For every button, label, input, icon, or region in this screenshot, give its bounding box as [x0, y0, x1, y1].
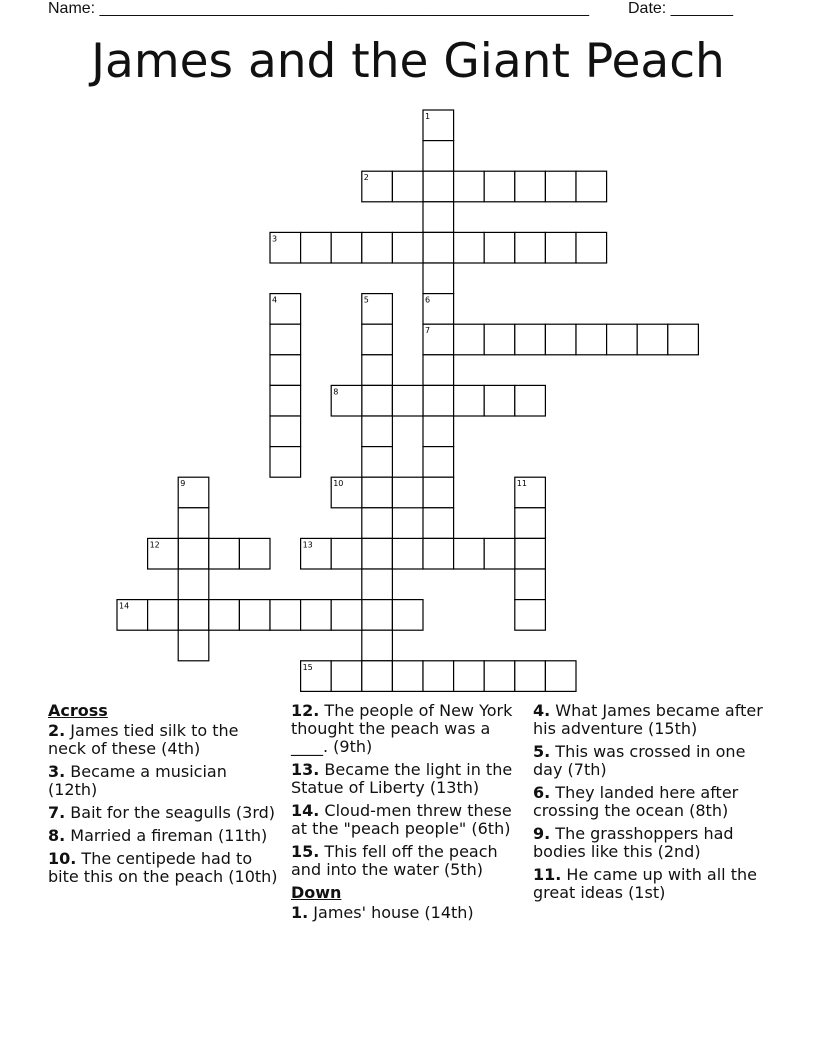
clue-across-13: [291, 761, 526, 797]
grid-cell[interactable]: [178, 630, 209, 661]
grid-cell[interactable]: [392, 477, 423, 508]
clue-text: This fell off the peach and into the water (5th): [291, 842, 498, 879]
grid-cell[interactable]: [515, 661, 546, 692]
grid-cell[interactable]: [362, 477, 393, 508]
grid-cell[interactable]: [331, 600, 362, 631]
clue-number: 15.: [291, 842, 320, 861]
grid-cell[interactable]: [545, 171, 576, 202]
grid-cell[interactable]: [209, 600, 240, 631]
clue-number: 13.: [291, 760, 320, 779]
clue-text: The centipede had to bite this on the peach (10th): [48, 849, 278, 886]
grid-cell[interactable]: [270, 324, 301, 355]
clue-text: James' house (14th): [308, 903, 474, 922]
clue-text: This was crossed in one day (7th): [533, 742, 746, 779]
clue-number: 9.: [533, 824, 551, 843]
clue-down-6: [533, 784, 773, 820]
grid-cell[interactable]: [270, 416, 301, 447]
clue-number: 1.: [291, 903, 309, 922]
cell-number: 9: [180, 479, 186, 489]
grid-cell[interactable]: [607, 324, 638, 355]
grid-cell[interactable]: [423, 385, 454, 416]
grid-cell[interactable]: [484, 232, 515, 263]
grid-cell[interactable]: [515, 385, 546, 416]
grid-cell[interactable]: [484, 385, 515, 416]
grid-cell[interactable]: [362, 600, 393, 631]
grid-cell[interactable]: [178, 508, 209, 539]
grid-cell[interactable]: [178, 538, 209, 569]
grid-cell[interactable]: [362, 416, 393, 447]
clue-text: Became the light in the Statue of Liberty (13th): [291, 760, 513, 797]
clue-number: 7.: [48, 803, 66, 822]
grid-cell[interactable]: [178, 569, 209, 600]
clue-number: 5.: [533, 742, 551, 761]
clue-across-3: [48, 763, 278, 799]
grid-cell[interactable]: [270, 385, 301, 416]
grid-cell[interactable]: [484, 538, 515, 569]
grid-cell[interactable]: [423, 232, 454, 263]
grid-cell[interactable]: [515, 569, 546, 600]
grid-cell[interactable]: [362, 538, 393, 569]
clue-number: 14.: [291, 801, 320, 820]
grid-cell[interactable]: [148, 600, 179, 631]
clue-down-5: [533, 743, 773, 779]
grid-cell[interactable]: [239, 538, 270, 569]
grid-cell[interactable]: [423, 538, 454, 569]
grid-cell[interactable]: [668, 324, 699, 355]
grid-cell[interactable]: [423, 447, 454, 478]
grid-cell[interactable]: [392, 171, 423, 202]
cell-number: 13: [302, 540, 313, 550]
grid-cell[interactable]: [545, 661, 576, 692]
cell-number: 12: [149, 540, 160, 550]
clue-across-15: [291, 843, 526, 879]
clue-down-1: [291, 904, 526, 922]
clue-number: 4.: [533, 701, 551, 720]
clue-text: He came up with all the great ideas (1st): [533, 865, 757, 902]
clue-down-4: [533, 702, 773, 738]
grid-cell[interactable]: [392, 385, 423, 416]
cell-number: 14: [119, 601, 130, 611]
grid-cell[interactable]: [362, 508, 393, 539]
clues-column-2: [291, 702, 526, 927]
cell-number: 6: [425, 295, 431, 305]
clue-across-12: [291, 702, 526, 756]
grid-cell[interactable]: [239, 600, 270, 631]
grid-cell[interactable]: [454, 538, 485, 569]
cell-number: 11: [516, 479, 527, 489]
grid-cell[interactable]: [515, 232, 546, 263]
grid-cell[interactable]: [301, 232, 332, 263]
grid-cell[interactable]: [454, 385, 485, 416]
cell-number: 7: [425, 326, 431, 336]
clue-text: Cloud-men threw these at the "peach people" (6th): [291, 801, 512, 838]
cell-number: 15: [302, 662, 313, 672]
clue-text: The people of New York thought the peach was a ____. (9th): [291, 701, 513, 756]
grid-cell[interactable]: [454, 661, 485, 692]
grid-cell[interactable]: [423, 416, 454, 447]
cell-number: 8: [333, 387, 339, 397]
grid-cell[interactable]: [423, 477, 454, 508]
grid-cell[interactable]: [423, 263, 454, 294]
grid-cell[interactable]: [270, 447, 301, 478]
grid-cell[interactable]: [515, 538, 546, 569]
grid-cell[interactable]: [331, 661, 362, 692]
cell-number: 4: [272, 295, 278, 305]
grid-cell[interactable]: [301, 600, 332, 631]
clues-column-1: [48, 702, 278, 891]
grid-cell[interactable]: [576, 324, 607, 355]
cell-number: 10: [333, 479, 344, 489]
clue-across-10: [48, 850, 278, 886]
grid-cell[interactable]: [362, 569, 393, 600]
clue-text: Became a musician (12th): [48, 762, 227, 799]
grid-cell[interactable]: [576, 232, 607, 263]
clue-across-14: [291, 802, 526, 838]
grid-cell[interactable]: [454, 171, 485, 202]
grid-cell[interactable]: [545, 232, 576, 263]
cell-number: 2: [363, 173, 369, 183]
grid-cell[interactable]: [362, 447, 393, 478]
grid-cell[interactable]: [637, 324, 668, 355]
clue-across-7: [48, 804, 278, 822]
grid-cell[interactable]: [423, 141, 454, 172]
grid-cell[interactable]: [515, 324, 546, 355]
grid-cell[interactable]: [423, 508, 454, 539]
grid-cell[interactable]: [576, 171, 607, 202]
clue-number: 12.: [291, 701, 320, 720]
clue-text: What James became after his adventure (15th): [533, 701, 763, 738]
grid-cell[interactable]: [362, 661, 393, 692]
clue-across-2: [48, 722, 278, 758]
grid-cell[interactable]: [454, 232, 485, 263]
grid-cell[interactable]: [484, 661, 515, 692]
clue-number: 6.: [533, 783, 551, 802]
clue-number: 8.: [48, 826, 66, 845]
grid-cell[interactable]: [484, 324, 515, 355]
grid-cell[interactable]: [392, 232, 423, 263]
clues-column-3: [533, 702, 773, 907]
clue-down-11: [533, 866, 773, 902]
cell-number: 5: [363, 295, 369, 305]
down-heading: Down: [291, 883, 342, 902]
grid-cell[interactable]: [362, 630, 393, 661]
grid-cell[interactable]: [362, 232, 393, 263]
grid-cell[interactable]: [515, 600, 546, 631]
clue-number: 10.: [48, 849, 77, 868]
grid-cell[interactable]: [515, 171, 546, 202]
grid-cell[interactable]: [454, 324, 485, 355]
grid-cell[interactable]: [178, 600, 209, 631]
date-line: Date: _______: [628, 0, 733, 17]
across-heading: Across: [48, 701, 108, 720]
cell-number: 3: [272, 234, 278, 244]
grid-cell[interactable]: [362, 385, 393, 416]
clue-text: Married a fireman (11th): [65, 826, 268, 845]
grid-cell[interactable]: [392, 538, 423, 569]
cell-number: 1: [425, 112, 431, 121]
clue-text: They landed here after crossing the ocean (8th): [533, 783, 739, 820]
grid-cell[interactable]: [515, 508, 546, 539]
clue-number: 11.: [533, 865, 562, 884]
grid-cell[interactable]: [209, 538, 240, 569]
grid-cell[interactable]: [362, 355, 393, 386]
grid-cell[interactable]: [545, 324, 576, 355]
clue-across-8: [48, 827, 278, 845]
grid-cell[interactable]: [423, 202, 454, 233]
clue-text: The grasshoppers had bodies like this (2nd): [533, 824, 734, 861]
grid-cell[interactable]: [392, 661, 423, 692]
grid-cell[interactable]: [362, 324, 393, 355]
grid-cell[interactable]: [423, 171, 454, 202]
grid-cell[interactable]: [423, 355, 454, 386]
grid-cell[interactable]: [392, 600, 423, 631]
clue-number: 3.: [48, 762, 66, 781]
clue-text: James tied silk to the neck of these (4th): [48, 721, 239, 758]
clue-number: 2.: [48, 721, 66, 740]
clue-down-9: [533, 825, 773, 861]
grid-cell[interactable]: [270, 355, 301, 386]
clue-text: Bait for the seagulls (3rd): [65, 803, 276, 822]
grid-cell[interactable]: [331, 538, 362, 569]
grid-cell[interactable]: [331, 232, 362, 263]
page-title: James and the Giant Peach: [91, 34, 725, 89]
name-line: Name: _______________________________________________________: [48, 0, 589, 17]
grid-cell[interactable]: [484, 171, 515, 202]
grid-cell[interactable]: [423, 661, 454, 692]
grid-cell[interactable]: [270, 600, 301, 631]
